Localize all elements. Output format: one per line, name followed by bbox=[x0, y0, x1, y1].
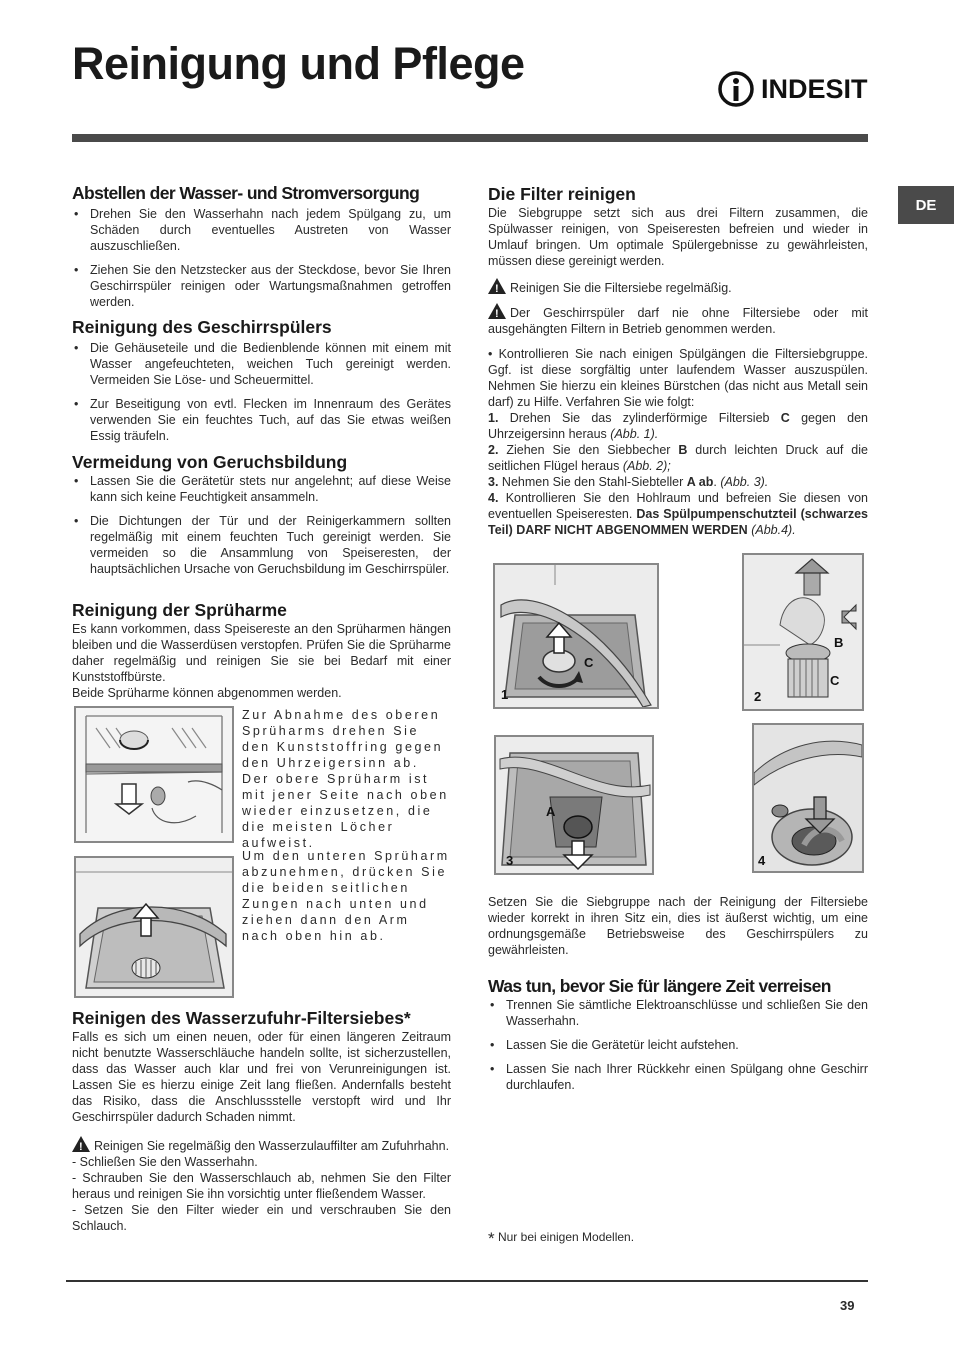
section-inlet-filter bbox=[72, 1008, 451, 1234]
footnote bbox=[488, 1229, 868, 1247]
language-tab: DE bbox=[898, 186, 954, 224]
figure-number: 3 bbox=[506, 853, 514, 868]
section-heading: Reinigung der Sprüharme bbox=[72, 600, 287, 620]
figure-label-c: C bbox=[830, 673, 840, 688]
paragraph: Beide Sprüharme können abgenommen werden. bbox=[72, 686, 342, 700]
section-heading: Was tun, bevor Sie für längere Zeit verreisen bbox=[488, 976, 831, 996]
footnote-star: * bbox=[488, 1229, 495, 1248]
filter-figure-3 bbox=[494, 735, 654, 875]
upper-spray-arm-text: Zur Abnahme des oberen Sprüharms drehen Sie den Kunststoffring gegen den Uhrzeigersinn ab. Der obere Sprüharm ist mit jener Seite nach oben wieder einzusetzen, die die meisten Löcher aufweist. bbox=[242, 708, 449, 850]
list-item: • Trennen Sie sämtliche Elektroanschlüsse und schließen Sie den Wasserhahn. bbox=[488, 997, 868, 1029]
reinsert-paragraph bbox=[488, 894, 868, 958]
warning-note bbox=[72, 1136, 451, 1154]
warning-note bbox=[488, 303, 868, 337]
section-heading: Abstellen der Wasser- und Stromversorgung bbox=[72, 183, 420, 203]
paragraph: Die Siebgruppe setzt sich aus drei Filtern zusammen, die Spülwasser reinigen, von Speiseresten befreien und wieder in Umlauf bringen. Um optimale Spülergebnisse zu gewährleisten, müssen diese gereinigt werden. bbox=[488, 206, 868, 268]
step-4: 4. Kontrollieren Sie den Hohlraum und befreien Sie diesen von eventuellen Speiseresten. Das Spülpumpenschutzteil (schwarzes Teil) DARF NICHT ABGENOMMEN WERDEN (Abb.4). bbox=[488, 491, 868, 537]
warning-text: Reinigen Sie die Filtersiebe regelmäßig. bbox=[510, 281, 732, 295]
list-item: • Drehen Sie den Wasserhahn nach jedem Spülgang zu, um Schäden durch eventuelles Austreten von Wasser auszuschließen. bbox=[72, 206, 451, 254]
figure-label-b: B bbox=[834, 635, 844, 650]
footnote-text: Nur bei einigen Modellen. bbox=[497, 1230, 635, 1244]
list-item: • Ziehen Sie den Netzstecker aus der Steckdose, bevor Sie Ihren Geschirrspüler reinigen oder Wartungsmaßnahmen getroffen werden. bbox=[72, 262, 451, 310]
warning-text: Der Geschirrspüler darf nie ohne Filtersiebe oder mit ausgehängten Filtern in Betrieb genommen werden. bbox=[488, 306, 868, 336]
upper-spray-arm-figure bbox=[74, 706, 234, 843]
step: - Setzen Sie den Filter wieder ein und verschrauben Sie den Schlauch. bbox=[72, 1203, 451, 1233]
list-item: • Die Dichtungen der Tür und der Reinigerkammern sollten regelmäßig mit einem feuchten Tuch gereinigt werden. Sie vermeiden so die Ansammlung von Speiseresten, der hauptsächlichen Ursache von Geruchsbildung im Geschirrspüler. bbox=[72, 513, 451, 577]
figure-number: 4 bbox=[758, 853, 766, 868]
filter-figure-2 bbox=[742, 553, 864, 711]
lower-spray-arm-figure bbox=[74, 856, 234, 998]
section-odour bbox=[72, 452, 451, 585]
filter-figure-4 bbox=[752, 723, 864, 873]
warning-text: Reinigen Sie regelmäßig den Wasserzulauffilter am Zufuhrhahn. bbox=[94, 1139, 450, 1153]
warning-icon bbox=[488, 303, 506, 319]
step: - Schließen Sie den Wasserhahn. bbox=[72, 1155, 258, 1169]
list-item: • Die Gehäuseteile und die Bedienblende können mit einem mit Wasser angefeuchteten, weichen Tuch gereinigt werden. Vermeiden Sie Löse- und Scheuermittel. bbox=[72, 340, 451, 388]
figure-label-a: A bbox=[546, 804, 556, 819]
paragraph: Falls es sich um einen neuen, oder für einen längeren Zeitraum nicht benutzte Wasserschläuche handeln sollte, ist sicherzustellen, dass das Wasser auch klar und frei von Verunreinigungen ist. Lassen Sie es hierzu einige Zeit lang fließen. Andernfalls besteht das Risiko, dass die Anschlussstelle verstopft wird und Ihr Geschirrspüler dadurch Schaden nimmt. bbox=[72, 1030, 451, 1124]
page-number: 39 bbox=[840, 1298, 855, 1313]
section-heading: Vermeidung von Geruchsbildung bbox=[72, 452, 348, 472]
paragraph: • Kontrollieren Sie nach einigen Spülgängen die Filtersiebgruppe. Ggf. ist diese sorgfältig unter laufendem Wasser auszuspülen. Nehmen Sie hierzu ein kleines Bürstchen (das nicht aus Metall sein darf) zu Hilfe. Verfahren Sie wie folgt: bbox=[488, 347, 868, 409]
warning-note bbox=[488, 278, 868, 296]
figure-number: 1 bbox=[501, 687, 509, 702]
step-1: 1. Drehen Sie das zylinderförmige Filtersieb C gegen den Uhrzeigersinn heraus (Abb. 1). bbox=[488, 411, 868, 441]
filter-figure-1 bbox=[493, 563, 659, 709]
figure-number: 2 bbox=[754, 689, 762, 704]
section-heading: Reinigen des Wasserzufuhr-Filtersiebes* bbox=[72, 1008, 411, 1028]
brand-name: INDESIT bbox=[761, 73, 868, 104]
step-3: 3. Nehmen Sie den Stahl-Siebteller A ab. (Abb. 3). bbox=[488, 475, 769, 489]
lower-spray-arm-text: Um den unteren Sprüharm abzunehmen, drücken Sie die beiden seitlichen Zungen nach unten und ziehen dann den Arm nach oben hin ab. bbox=[242, 849, 450, 943]
paragraph: Es kann vorkommen, dass Speisereste an den Sprüharmen hängen bleiben und die Wasserdüsen verstopfen. Prüfen Sie die Sprüharme daher regelmäßig und reinigen Sie sie bei Bedarf mit einer Kunststoffbürste. bbox=[72, 622, 451, 684]
footer-rule bbox=[66, 1280, 868, 1282]
section-cleaning-dishwasher bbox=[72, 317, 451, 452]
section-filters bbox=[488, 184, 868, 538]
warning-icon bbox=[72, 1136, 90, 1152]
section-travel bbox=[488, 976, 868, 1101]
list-item: • Zur Beseitigung von evtl. Flecken im Innenraum des Gerätes verwenden Sie ein feuchtes Tuch, auf das Sie etwas weißen Essig träufeln. bbox=[72, 396, 451, 444]
step-2: 2. Ziehen Sie den Siebbecher B durch leichten Druck auf die seitlichen Flügel heraus (Abb. 2); bbox=[488, 443, 868, 473]
warning-icon bbox=[488, 278, 506, 294]
step: - Schrauben Sie den Wasserschlauch ab, nehmen Sie den Filter heraus und reinigen Sie ihn vorsichtig unter fließendem Wasser. bbox=[72, 1171, 451, 1201]
section-heading: Die Filter reinigen bbox=[488, 184, 636, 204]
list-item: • Lassen Sie nach Ihrer Rückkehr einen Spülgang ohne Geschirr durchlaufen. bbox=[488, 1061, 868, 1093]
figure-label-c: C bbox=[584, 655, 594, 670]
section-water-power bbox=[72, 183, 451, 318]
brand-logo-icon bbox=[717, 70, 755, 108]
brand-logo bbox=[717, 70, 868, 108]
paragraph: Setzen Sie die Siebgruppe nach der Reinigung der Filtersiebe wieder korrekt in ihren Sitz ein, dies ist äußerst wichtig, um eine ordnungsgemäße Betriebsweise des Geschirrspülers zu gewährleisten. bbox=[488, 895, 868, 957]
page-title: Reinigung und Pflege bbox=[72, 38, 525, 89]
header-rule bbox=[72, 134, 868, 142]
section-heading: Reinigung des Geschirrspülers bbox=[72, 317, 332, 337]
list-item: • Lassen Sie die Gerätetür leicht aufstehen. bbox=[488, 1037, 868, 1053]
list-item: • Lassen Sie die Gerätetür stets nur angelehnt; auf diese Weise kann sich keine Feuchtigkeit ansammeln. bbox=[72, 473, 451, 505]
section-spray-arms bbox=[72, 600, 451, 701]
